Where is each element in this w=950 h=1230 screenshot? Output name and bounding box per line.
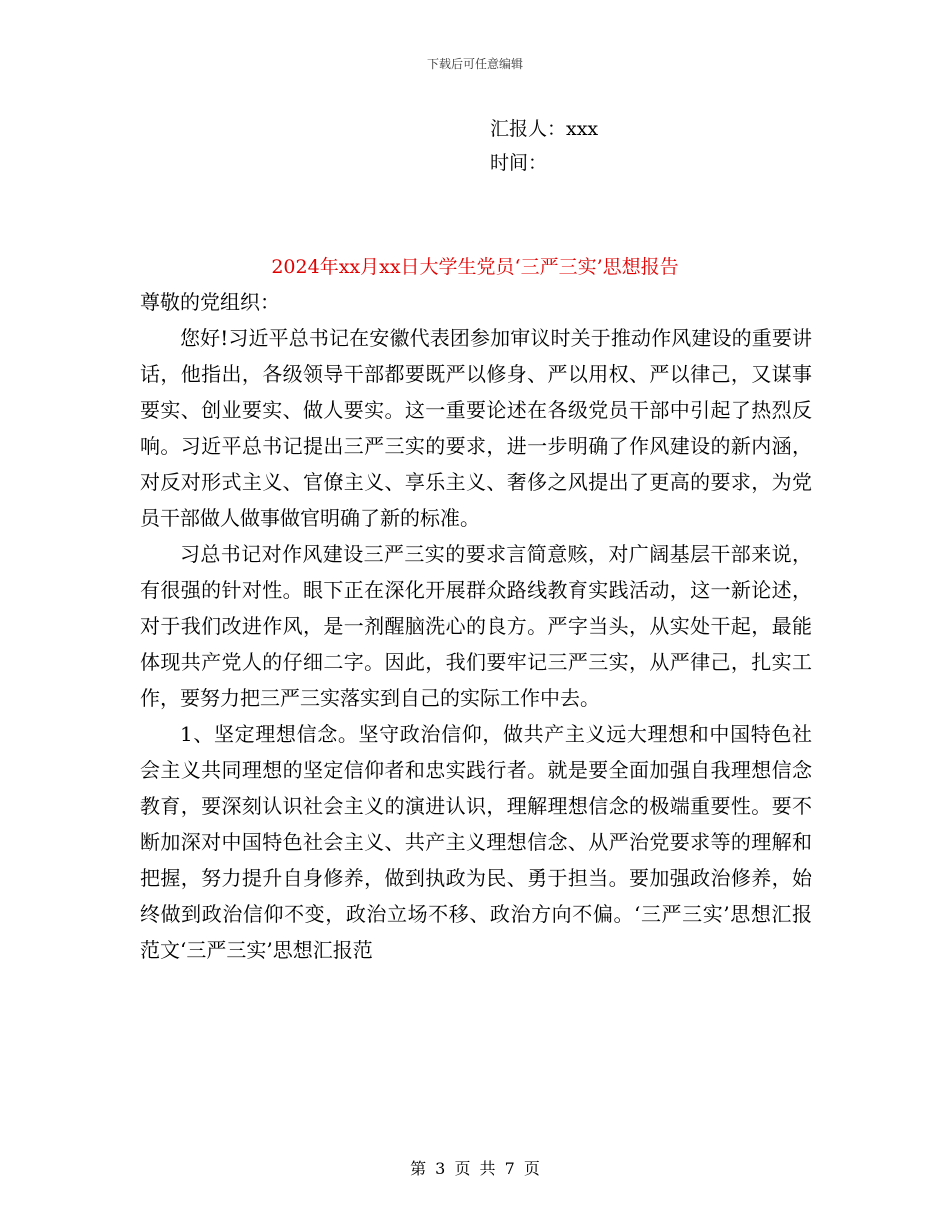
paragraph: 1、坚定理想信念。坚守政治信仰，做共产主义远大理想和中国特色社会主义共同理想的坚定信仰者和忠实践行者。就是要全面加强自我理想信念教育，要深刻认识社会主义的演进认识，理解理想信念的极端重要性。要不断加深对中国特色社会主义、共产主义理想信念、从严治党要求等的理解和把握，努力提升自身修养，做到执政为民、勇于担当。要加强政治修养，始终做到政治信仰不变，政治立场不移、政治方向不偏。‘三严三实’思想汇报范文‘三严三实’思想汇报范 — [140, 722, 812, 962]
page-number: 第 3 页 共 7 页 — [410, 1159, 540, 1178]
report-body — [140, 284, 812, 968]
salutation: 尊敬的党组织： — [140, 290, 280, 314]
paragraph: 习总书记对作风建设三严三实的要求言简意赅，对广阔基层干部来说，有很强的针对性。眼下正在深化开展群众路线教育实践活动，这一新论述，对于我们改进作风，是一剂醒脑洗心的良方。严字当头，从实处干起，最能体现共产党人的仔细二字。因此，我们要牢记三严三实，从严律己，扎实工作，要努力把三严三实落实到自己的实际工作中去。 — [140, 542, 812, 710]
paragraph: 您好!习近平总书记在安徽代表团参加审议时关于推动作风建设的重要讲话，他指出，各级领导干部都要既严以修身、严以用权、严以律己，又谋事要实、创业要实、做人要实。这一重要论述在各级党员干部中引起了热烈反响。习近平总书记提出三严三实的要求，进一步明确了作风建设的新内涵，对反对形式主义、官僚主义、享乐主义、奢侈之风提出了更高的要求，为党员干部做人做事做官明确了新的标准。 — [140, 326, 812, 530]
reporter-block — [490, 112, 598, 180]
reporter-name: 汇报人：xxx — [490, 118, 599, 140]
report-time: 时间： — [490, 152, 548, 174]
report-title: 2024年xx月xx日大学生党员‘三严三实’思想报告 — [271, 256, 679, 278]
header-note: 下载后可任意编辑 — [426, 57, 523, 71]
